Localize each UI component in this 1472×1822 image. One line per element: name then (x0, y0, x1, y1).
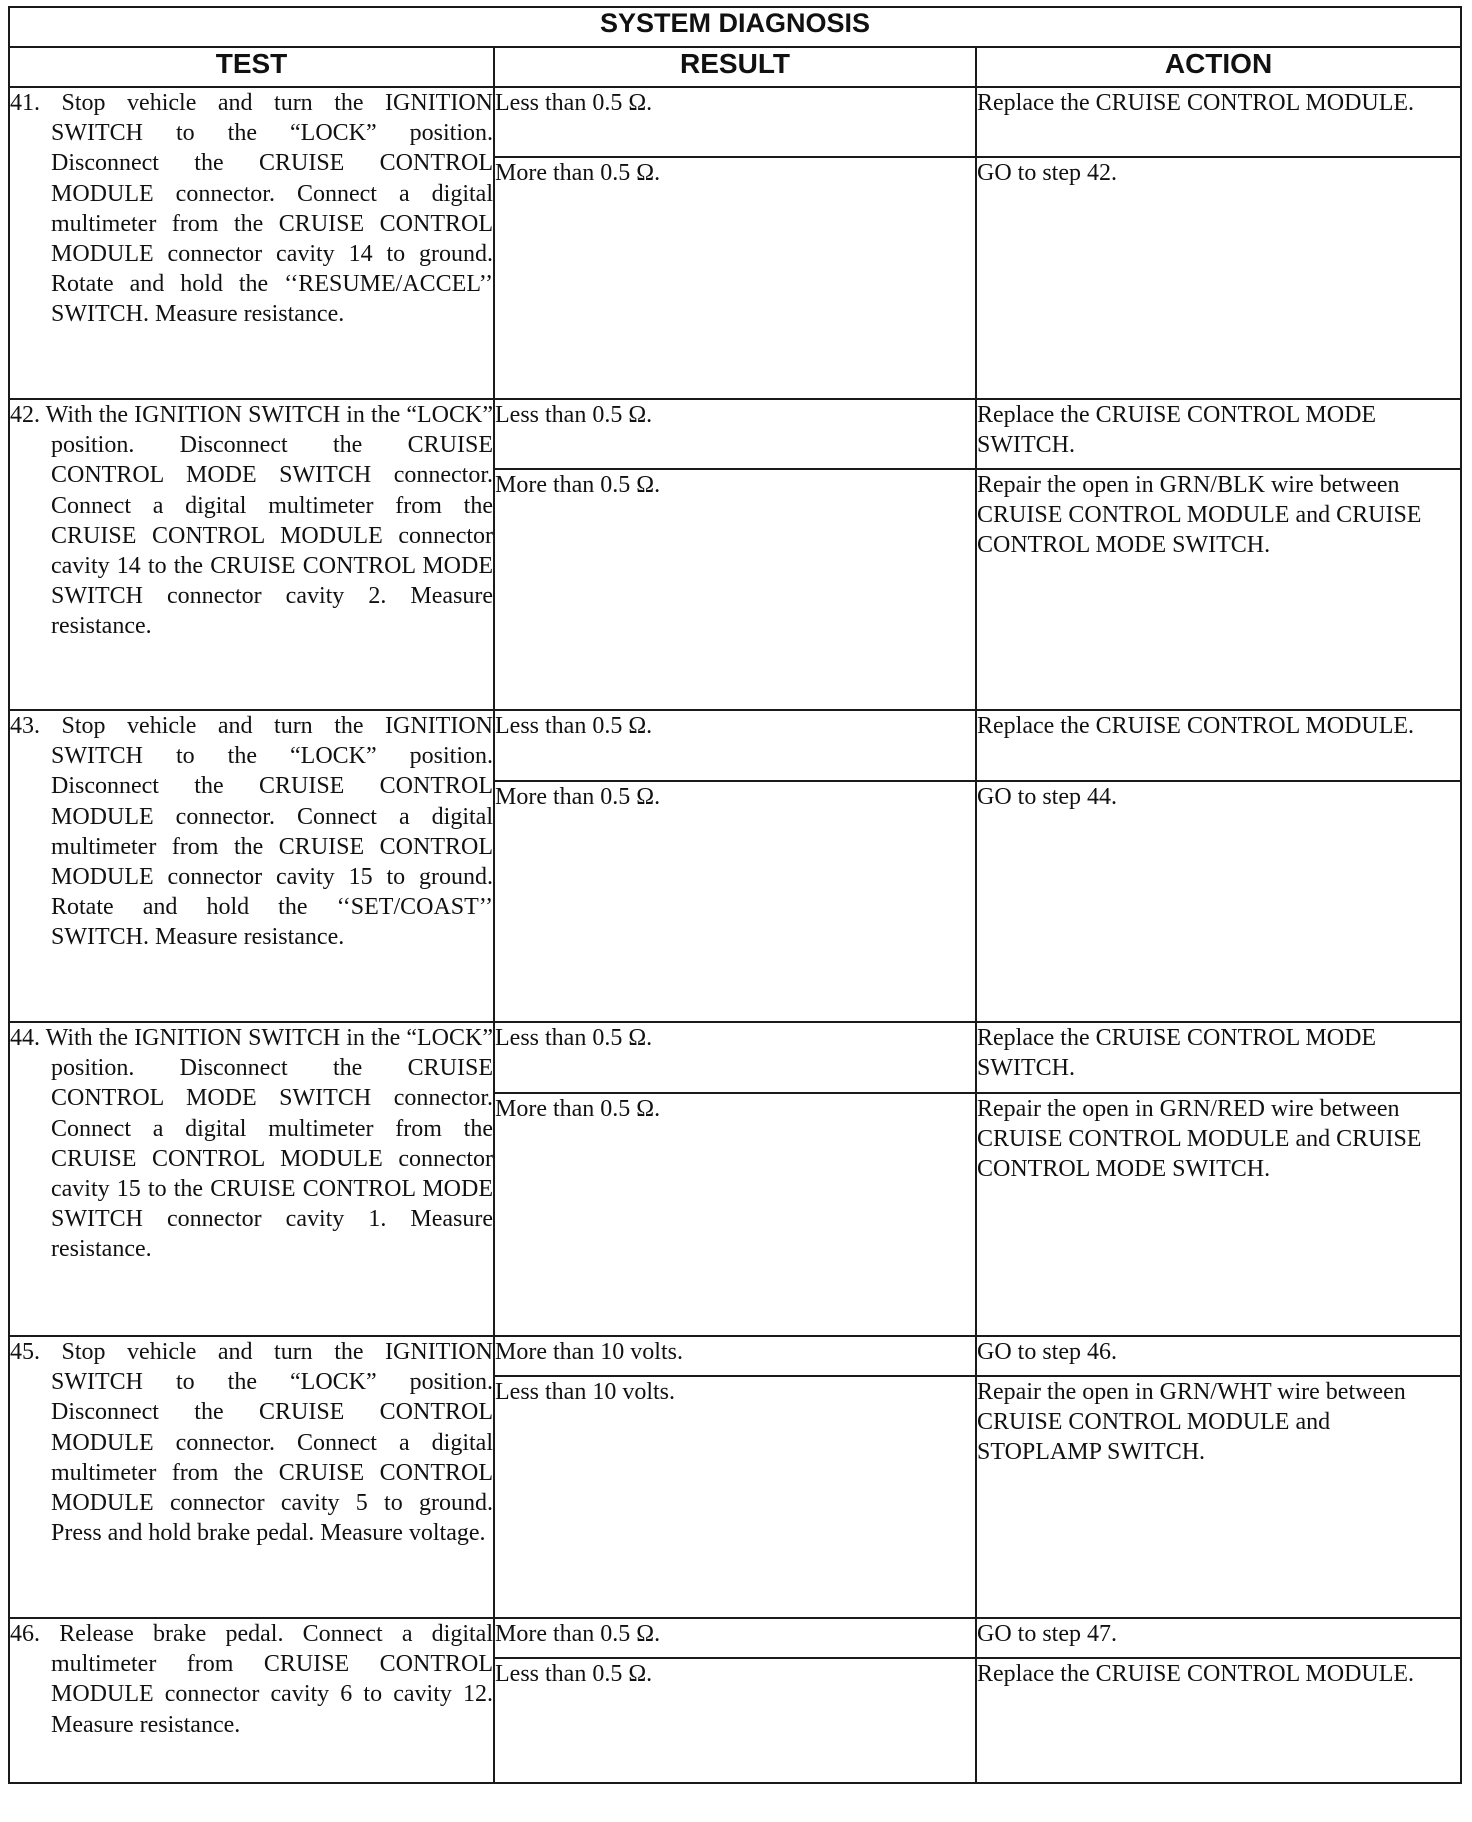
action-cell: Replace the CRUISE CONTROL MODE SWITCH. (976, 1022, 1461, 1093)
table-row (9, 1618, 1461, 1658)
result-cell: Less than 0.5 Ω. (494, 1658, 976, 1783)
test-step-46: 46. Release brake pedal. Connect a digital multimeter from CRUISE CONTROL MODULE connector cavity 6 to cavity 12. Measure resistance. (9, 1618, 494, 1783)
result-cell: Less than 0.5 Ω. (494, 87, 976, 157)
result-cell: Less than 10 volts. (494, 1376, 976, 1618)
test-step-41: 41. Stop vehicle and turn the IGNITION SWITCH to the “LOCK” position. Disconnect the CRUISE CONTROL MODULE connector. Connect a digital multimeter from the CRUISE CONTROL MODULE connector cavity 14 to ground. Rotate and hold the ‘‘RESUME/ACCEL’’ SWITCH. Measure resistance. (9, 87, 494, 399)
table-row (9, 710, 1461, 781)
column-header-result: RESULT (494, 47, 976, 87)
action-cell: Repair the open in GRN/RED wire between CRUISE CONTROL MODULE and CRUISE CONTROL MODE SWITCH. (976, 1093, 1461, 1336)
action-cell: Replace the CRUISE CONTROL MODE SWITCH. (976, 399, 1461, 469)
action-cell: GO to step 44. (976, 781, 1461, 1022)
action-cell: Replace the CRUISE CONTROL MODULE. (976, 87, 1461, 157)
result-cell: Less than 0.5 Ω. (494, 1022, 976, 1093)
system-diagnosis-table (8, 6, 1462, 1784)
action-cell: GO to step 46. (976, 1336, 1461, 1376)
table-row (9, 399, 1461, 469)
column-header-action: ACTION (976, 47, 1461, 87)
table-row (9, 1022, 1461, 1093)
result-cell: More than 0.5 Ω. (494, 1093, 976, 1336)
table-row (9, 87, 1461, 157)
column-header-test: TEST (9, 47, 494, 87)
action-cell: Repair the open in GRN/BLK wire between CRUISE CONTROL MODULE and CRUISE CONTROL MODE SWITCH. (976, 469, 1461, 710)
test-step-43: 43. Stop vehicle and turn the IGNITION SWITCH to the “LOCK” position. Disconnect the CRUISE CONTROL MODULE connector. Connect a digital multimeter from the CRUISE CONTROL MODULE connector cavity 15 to ground. Rotate and hold the ‘‘SET/COAST’’ SWITCH. Measure resistance. (9, 710, 494, 1022)
document-page (8, 6, 1460, 1784)
action-cell: Replace the CRUISE CONTROL MODULE. (976, 710, 1461, 781)
table-title: SYSTEM DIAGNOSIS (9, 7, 1461, 47)
result-cell: More than 0.5 Ω. (494, 781, 976, 1022)
action-cell: GO to step 42. (976, 157, 1461, 399)
table-row (9, 1336, 1461, 1376)
result-cell: More than 0.5 Ω. (494, 157, 976, 399)
action-cell: Repair the open in GRN/WHT wire between CRUISE CONTROL MODULE and STOPLAMP SWITCH. (976, 1376, 1461, 1618)
test-step-42: 42. With the IGNITION SWITCH in the “LOCK” position. Disconnect the CRUISE CONTROL MODE SWITCH connector. Connect a digital multimeter from the CRUISE CONTROL MODULE connector cavity 14 to the CRUISE CONTROL MODE SWITCH connector cavity 2. Measure resistance. (9, 399, 494, 710)
action-cell: GO to step 47. (976, 1618, 1461, 1658)
result-cell: Less than 0.5 Ω. (494, 399, 976, 469)
result-cell: Less than 0.5 Ω. (494, 710, 976, 781)
action-cell: Replace the CRUISE CONTROL MODULE. (976, 1658, 1461, 1783)
result-cell: More than 10 volts. (494, 1336, 976, 1376)
test-step-45: 45. Stop vehicle and turn the IGNITION SWITCH to the “LOCK” position. Disconnect the CRUISE CONTROL MODULE connector. Connect a digital multimeter from the CRUISE CONTROL MODULE connector cavity 5 to ground. Press and hold brake pedal. Measure voltage. (9, 1336, 494, 1618)
result-cell: More than 0.5 Ω. (494, 469, 976, 710)
test-step-44: 44. With the IGNITION SWITCH in the “LOCK” position. Disconnect the CRUISE CONTROL MODE SWITCH connector. Connect a digital multimeter from the CRUISE CONTROL MODULE connector cavity 15 to the CRUISE CONTROL MODE SWITCH connector cavity 1. Measure resistance. (9, 1022, 494, 1336)
result-cell: More than 0.5 Ω. (494, 1618, 976, 1658)
